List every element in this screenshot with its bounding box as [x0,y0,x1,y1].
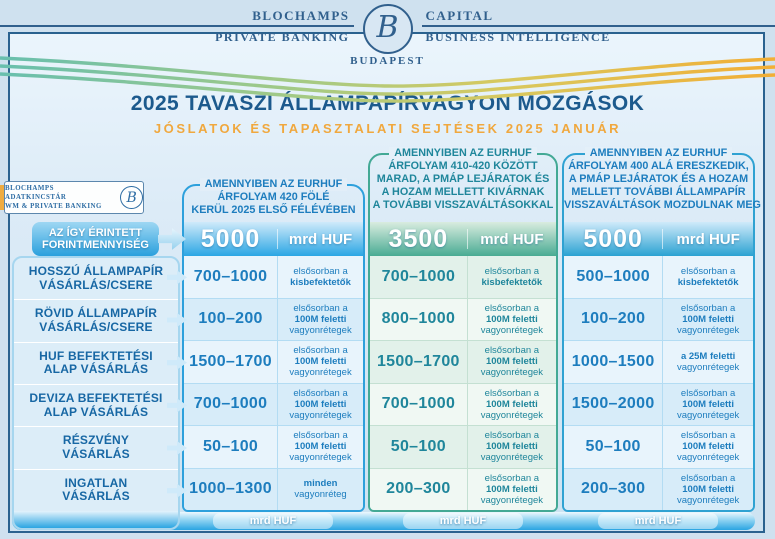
cell-audience [278,256,363,298]
page-subtitle: JÓSLATOK ÉS TAPASZTALATI SEJTÉSEK 2025 JANUÁR [153,121,622,136]
brand-rule-left [0,25,354,27]
row-label-text [39,350,153,377]
row-label-column [12,256,180,530]
brand-name-capital: CAPITAL [425,8,494,23]
audience-line: 100M feletti [485,398,538,410]
row-header-line2: FORINTMENNYISÉG [42,239,149,251]
audience-line: 100M feletti [294,398,347,410]
audience-line: vagyonrétegek [480,367,544,379]
row-label-item [14,342,178,384]
condition-line: AMENNYIBEN AZ EURHUF [564,147,753,160]
scenario-unit: mrd HUF [288,230,353,248]
cell-range-value: 1000–1300 [184,469,278,511]
scenario-column [368,147,558,512]
audience-line: 100M feletti [682,441,734,453]
condition-line: KERÜL 2025 ELSŐ FÉLÉVÉBEN [191,204,356,216]
right-arrow-icon [167,356,187,370]
audience-line: 100M feletti [294,441,347,453]
row-arrow-slot [167,341,191,384]
cell-range-value: 1500–2000 [564,384,663,426]
table-row [370,340,556,383]
row-label-text [29,392,162,419]
cell-range-value: 50–100 [370,426,468,468]
audience-line: vagyonrétegek [480,409,544,421]
row-label-text [62,477,130,504]
table-row [184,298,363,341]
audience-line: vagyonrétegek [676,324,740,336]
cell-range-value: 200–300 [370,469,468,511]
brand-private-banking: PRIVATE BANKING [215,30,350,44]
cell-range-value: 1500–1700 [370,341,468,383]
row-arrow-slot [167,384,191,427]
audience-line: elsősorban a [293,302,348,314]
table-row [370,256,556,298]
unit-tab: mrd HUF [213,513,333,529]
audience-line: 100M feletti [682,313,734,325]
audience-line: vagyonrétegek [676,494,740,506]
table-row [370,425,556,468]
audience-line: vagyonrétegek [289,324,352,336]
condition-line: VISSZAVÁLTÁSOK MOZDULNAK MEG [564,199,761,211]
audience-line: elsősorban a [293,345,348,357]
scenario-unit: mrd HUF [676,230,740,248]
right-arrow-icon [167,398,187,412]
brand-logo [363,4,413,54]
scenario-unit: mrd HUF [480,230,544,248]
cell-range-value: 700–1000 [370,384,468,426]
table-row [564,425,753,468]
cell-audience [468,256,556,298]
cell-audience [278,384,363,426]
row-header-label [32,222,159,256]
condition-line: A HOZAM MELLETT KIVÁRNAK [381,186,545,198]
brand-header [0,0,775,70]
scenario-total-band [564,222,753,256]
audience-line: elsősorban a [484,345,540,357]
table-row [370,468,556,511]
row-header-line1: AZ ÍGY ÉRINTETT [48,226,143,239]
row-label-line: ALAP VÁSÁRLÁS [43,362,149,377]
badge-line2: WM & PRIVATE BANKING [5,203,102,210]
audience-line: kisbefektetők [677,276,739,288]
row-label-item [14,384,178,426]
cell-range-value: 1000–1500 [564,341,663,383]
cell-audience [663,426,753,468]
row-label-line: DEVIZA BEFEKTETÉSI [29,391,163,406]
scenario-total-value: 3500 [388,224,449,253]
cell-range-value: 800–1000 [370,299,468,341]
table-row [564,468,753,511]
condition-line: MELLETT TOVÁBBI ÁLLAMPAPÍR [571,186,746,198]
table-row [184,425,363,468]
cell-range-value: 500–1000 [564,256,663,298]
cell-audience [663,341,753,383]
cell-audience [468,469,556,511]
scenario-total-value: 5000 [200,224,261,253]
badge-text [5,184,115,211]
right-arrow-icon [167,270,187,284]
audience-line: vagyonrétegek [480,494,544,506]
cell-range-value: 100–200 [564,299,663,341]
table-row [564,383,753,426]
audience-line: elsősorban a [680,387,736,399]
row-arrow-slot [167,256,191,299]
right-arrow-icon [167,484,187,498]
audience-line: vagyonrétegek [676,409,740,421]
audience-line: vagyonrétegek [289,367,352,379]
row-label-item [14,299,178,341]
audience-line: 100M feletti [682,398,734,410]
cell-audience [663,256,753,298]
cell-range-value: 1500–1700 [184,341,278,383]
condition-line: AMENNYIBEN AZ EURHUF [184,178,363,191]
condition-line: MARAD, A PMÁP LEJÁRATOK ÉS [376,173,550,185]
table-row [564,340,753,383]
table-row [370,298,556,341]
audience-line: elsősorban a [680,430,736,442]
audience-line: vagyonrétegek [289,452,352,464]
unit-tab: mrd HUF [598,513,718,529]
right-arrow-icon [167,313,187,327]
condition-line: ÁRFOLYAM 420 FÖLÉ [217,191,330,203]
audience-line: 100M feletti [682,483,734,495]
cell-range-value: 50–100 [184,426,278,468]
row-label-text [35,307,157,334]
brand-city: BUDAPEST [350,55,425,67]
cell-audience [468,426,556,468]
audience-line: elsősorban a [484,387,540,399]
audience-line: elsősorban a [293,387,348,399]
audience-line: vagyonréteg [294,489,347,501]
table-row [564,298,753,341]
table-row [564,256,753,298]
cell-audience [663,469,753,511]
row-label-item [14,469,178,511]
brand-monogram-icon: B [376,10,399,45]
audience-line: elsősorban a [484,430,540,442]
audience-line: 100M feletti [485,441,538,453]
brand-business-intelligence: BUSINESS INTELLIGENCE [425,30,611,44]
audience-line: vagyonrétegek [676,452,740,464]
cell-range-value: 700–1000 [184,384,278,426]
row-label-line: ALAP VÁSÁRLÁS [43,404,149,419]
row-label-line: INGATLAN [64,475,128,490]
scenario-total-band [370,222,556,256]
audience-line: elsősorban a [484,302,540,314]
right-arrow-icon [167,441,187,455]
row-label-line: RÖVID ÁLLAMPAPÍR [34,306,158,321]
scenario-column [182,178,365,512]
audience-line: vagyonrétegek [289,409,352,421]
row-label-line: VÁSÁRLÁS [62,446,130,461]
row-label-footer-band [14,511,178,528]
cell-range-value: 100–200 [184,299,278,341]
cell-range-value: 700–1000 [370,256,468,298]
badge-monogram-icon: B [120,186,143,209]
condition-line: ÁRFOLYAM 410-420 KÖZÖTT [388,160,538,172]
condition-line: A PMÁP LEJÁRATOK ÉS A HOZAM [568,173,749,185]
row-label-line: RÉSZVÉNY [62,433,130,448]
audience-line: minden [303,478,338,490]
brand-name: BLOCHAMPS [252,8,350,23]
cell-audience [278,299,363,341]
audience-line: 100M feletti [294,313,347,325]
scenario-rows [184,256,363,510]
badge-line1: BLOCHAMPS ADATKINCSTÁR [5,185,67,201]
audience-line: elsősorban a [293,265,348,277]
audience-line: elsősorban a [680,472,736,484]
audience-line: elsősorban a [680,265,736,277]
row-arrow-slot [167,469,191,512]
cell-audience [468,299,556,341]
scenario-total-band [184,222,363,256]
table-row [184,340,363,383]
scenario-rows [564,256,753,510]
audience-line: elsősorban a [484,265,540,277]
blochamps-badge [4,181,144,214]
cell-audience [278,341,363,383]
audience-line: a 25M feletti [680,350,736,362]
scenario-condition [564,147,761,222]
row-label-text [29,265,164,292]
audience-line: elsősorban a [293,430,348,442]
scenario-condition [370,147,556,222]
cell-audience [468,384,556,426]
audience-line: vagyonrétegek [676,361,740,373]
scenario-column [562,147,761,512]
scenario-total-value: 5000 [583,224,643,253]
row-label-line: VÁSÁRLÁS/CSERE [39,277,153,292]
audience-line: 100M feletti [485,356,538,368]
table-row [184,468,363,511]
cell-range-value: 700–1000 [184,256,278,298]
audience-line: 100M feletti [294,356,347,368]
table-row [184,256,363,298]
row-label-line: VÁSÁRLÁS/CSERE [39,319,153,334]
row-arrow-strip [167,256,191,512]
scenario-rows [370,256,556,510]
row-arrow-slot [167,427,191,470]
audience-line: kisbefektetők [481,276,543,288]
row-label-line: HUF BEFEKTETÉSI [39,348,153,363]
audience-line: elsősorban a [484,472,540,484]
condition-line: A TOVÁBBI VISSZAVÁLTÁSOKKAL [372,199,554,211]
row-arrow-slot [167,299,191,342]
audience-line: 100M feletti [485,483,538,495]
audience-line: 100M feletti [485,313,538,325]
table-row [370,383,556,426]
cell-audience [663,299,753,341]
cell-audience [278,469,363,511]
row-label-line: VÁSÁRLÁS [62,489,130,504]
brand-rule-right [422,25,775,27]
scenario-condition [184,178,363,222]
condition-line: ÁRFOLYAM 400 ALÁ ERESZKEDIK, [568,160,749,172]
row-label-item [14,258,178,299]
row-label-line: HOSSZÚ ÁLLAMPAPÍR [28,264,164,279]
condition-line: AMENNYIBEN AZ EURHUF [370,147,556,160]
cell-range-value: 50–100 [564,426,663,468]
audience-line: elsősorban a [680,302,736,314]
audience-line: vagyonrétegek [480,324,544,336]
unit-tab: mrd HUF [403,513,523,529]
row-label-item [14,426,178,468]
cell-audience [468,341,556,383]
cell-range-value: 200–300 [564,469,663,511]
page-title: 2025 TAVASZI ÁLLAMPAPÍRVAGYON MOZGÁSOK [130,92,645,115]
row-label-list [14,258,178,511]
cell-audience [278,426,363,468]
row-label-text [62,434,130,461]
audience-line: kisbefektetők [290,276,351,288]
cell-audience [663,384,753,426]
table-row [184,383,363,426]
audience-line: vagyonrétegek [480,452,544,464]
